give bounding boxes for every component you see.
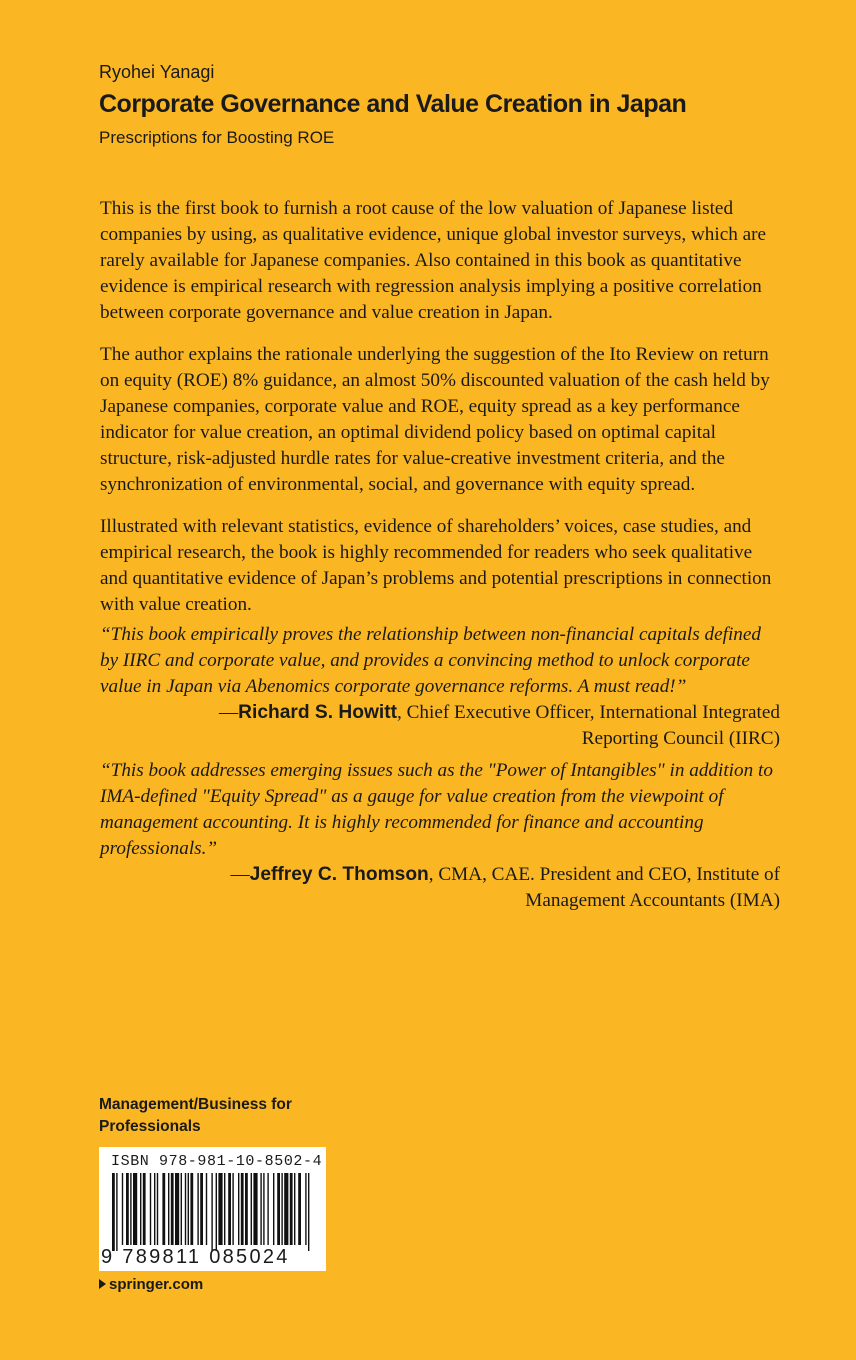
quote-text: “This book empirically proves the relationship between non-financial capitals defined by IIRC and corporate value, and provides a convincing method to unlock corporate value in Japan via Abenomics corporate governance reforms. A must read!” (100, 624, 761, 697)
barcode-bar (294, 1173, 295, 1245)
quote-author: Richard S. Howitt (238, 702, 397, 723)
barcode-bar (228, 1173, 231, 1245)
barcode-bar (267, 1173, 268, 1245)
barcode-bar (140, 1173, 141, 1245)
barcode-bar (168, 1173, 169, 1245)
barcode-bar (143, 1173, 146, 1245)
barcode-bar (181, 1173, 182, 1245)
quote-attribution (100, 700, 780, 752)
subject-category: Management/Business for Professionals (99, 1096, 292, 1135)
barcode-bar (305, 1173, 306, 1245)
quote-author: Jeffrey C. Thomson (249, 864, 429, 885)
barcode-bar (126, 1173, 129, 1245)
barcode-bar (171, 1173, 174, 1245)
author-name: Ryohei Yanagi (99, 62, 215, 82)
quote-author-role: , CMA, CAE. President and CEO, Institute of Management Accountants (IMA) (428, 864, 780, 911)
description (100, 196, 780, 634)
barcode-bar (112, 1173, 115, 1251)
quote-dash: — (218, 702, 239, 723)
barcode-bar (216, 1173, 217, 1251)
barcode-bar (273, 1173, 274, 1245)
isbn-barcode (99, 1147, 326, 1271)
description-paragraph: The author explains the rationale underlying the suggestion of the Ito Review on return on equity (ROE) 8% guidance, an almost 50% discounted valuation of the cash held by Japanese companies, corporate value and ROE, equity spread as a key performance indicator for value creation, an optimal dividend policy based on optimal capital structure, risk-adjusted hurdle rates for value-creative investment criteria, and the synchronization of environmental, social, and governance with equity spread. (100, 344, 770, 495)
barcode-bar (277, 1173, 280, 1245)
barcode-bar (245, 1173, 248, 1245)
publisher-link[interactable] (99, 1276, 203, 1293)
barcode-bar (238, 1173, 239, 1245)
barcode-bar (232, 1173, 233, 1245)
barcode-bar (211, 1173, 212, 1251)
barcode-bar (281, 1173, 282, 1245)
barcode-bar (197, 1173, 198, 1245)
book-title: Corporate Governance and Value Creation in Japan (99, 90, 687, 118)
barcode-bar (253, 1173, 257, 1245)
barcode-bar (162, 1173, 165, 1245)
barcode-bar (241, 1173, 244, 1245)
description-paragraph: Illustrated with relevant statistics, evidence of shareholders’ voices, case studies, and empirical research, the book is highly recommended for readers who seek qualitative and quantitative evidence of Japan’s problems and potential prescriptions in connection with value creation. (100, 516, 772, 615)
publisher-link-text: springer.com (109, 1276, 204, 1293)
book-subtitle: Prescriptions for Boosting ROE (99, 128, 335, 147)
barcode-bar (130, 1173, 131, 1245)
quote-dash: — (230, 864, 250, 885)
barcode-bar (298, 1173, 301, 1245)
isbn-label: ISBN 978-981-10-8502-4 (111, 1153, 323, 1170)
barcode-digits: 9 789811 085024 (101, 1246, 290, 1268)
barcode-bar (251, 1173, 252, 1245)
description-paragraph: This is the first book to furnish a root cause of the low valuation of Japanese listed companies by using, as qualitative evidence, unique global investor surveys, which are rarely available for Japanese companies. Also contained in this book as quantitative evidence is empirical research with regression analysis implying a positive correlation between corporate governance and value creation in Japan. (100, 198, 767, 323)
barcode-bar (122, 1173, 123, 1245)
barcode-bar (308, 1173, 309, 1251)
endorsement-quote (100, 758, 780, 914)
barcode-bar (218, 1173, 222, 1245)
barcode-bar (133, 1173, 137, 1245)
barcode-bar (206, 1173, 207, 1245)
arrow-right-icon (99, 1279, 106, 1289)
barcode-bar (263, 1173, 264, 1245)
barcode-bar (290, 1173, 293, 1245)
barcode-bar (224, 1173, 225, 1245)
barcode-bar (116, 1173, 117, 1251)
quote-attribution (100, 862, 780, 914)
barcode-bar (185, 1173, 186, 1245)
barcode-bar (260, 1173, 261, 1245)
barcode-bar (175, 1173, 179, 1245)
barcode-bar (150, 1173, 151, 1245)
barcode-bar (188, 1173, 189, 1245)
quote-text: “This book addresses emerging issues such as the "Power of Intangibles" in addition to IMA-defined "Equity Spread" as a gauge for value creation from the viewpoint of management accounting. It is highly recommended for finance and accounting professionals.” (100, 760, 773, 859)
barcode-bar (157, 1173, 158, 1245)
endorsement-quote (100, 622, 780, 752)
barcode-bar (154, 1173, 155, 1245)
quote-author-role: , Chief Executive Officer, International Integrated Reporting Council (IIRC) (397, 702, 780, 749)
barcode-bar (284, 1173, 288, 1245)
barcode-bar (200, 1173, 203, 1245)
barcode-bar (190, 1173, 193, 1245)
